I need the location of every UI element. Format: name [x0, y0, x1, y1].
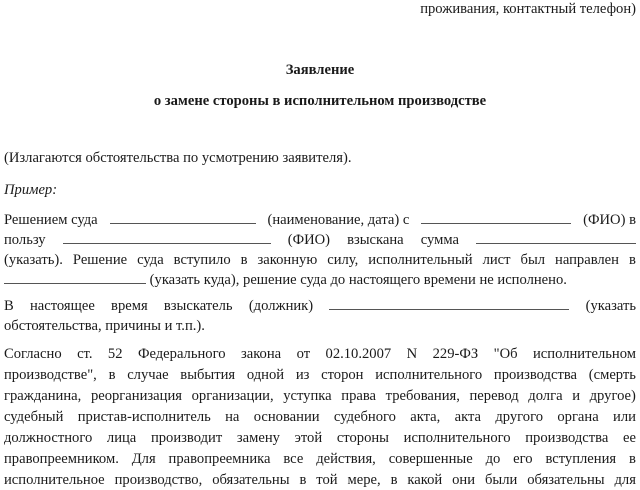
- word: какой: [407, 472, 443, 488]
- word: мере,: [347, 472, 381, 488]
- word: суда: [137, 252, 164, 268]
- word: для: [614, 472, 636, 488]
- word: исполнительного: [403, 430, 511, 446]
- word: обязательны: [212, 472, 290, 488]
- para3-line: [4, 407, 636, 427]
- word: исполнительного: [375, 367, 483, 383]
- word: "Об: [493, 346, 518, 362]
- word: они: [452, 472, 476, 488]
- word: законную: [257, 252, 318, 268]
- word: судебного: [333, 409, 396, 425]
- word: права: [341, 388, 377, 404]
- word: исполнительный: [368, 252, 473, 268]
- word: производства: [525, 430, 609, 446]
- header-address-tail: проживания, контактный телефон): [420, 1, 636, 17]
- word: судебный: [4, 409, 64, 425]
- word: в: [299, 472, 307, 488]
- destination-blank[interactable]: [4, 270, 146, 284]
- para3-line: [4, 344, 636, 364]
- word: сторон: [321, 367, 364, 383]
- word: его: [513, 451, 533, 467]
- word: производстве",: [4, 367, 97, 383]
- word: акта,: [410, 409, 441, 425]
- word: производства: [493, 367, 578, 383]
- word: акта: [454, 409, 482, 425]
- word: одной: [246, 367, 285, 383]
- word: организации,: [191, 388, 274, 404]
- para3-line: [4, 386, 636, 406]
- word: другого: [495, 409, 544, 425]
- document-title: Заявление: [285, 62, 355, 78]
- word: той: [316, 472, 338, 488]
- word: все: [283, 451, 304, 467]
- para2-line2: обстоятельства, причины и т.п.).: [4, 318, 205, 334]
- word: вступило: [173, 252, 231, 268]
- word: и: [572, 388, 580, 404]
- text: Решением суда: [4, 212, 98, 228]
- word: в: [629, 451, 636, 467]
- word: ее: [623, 430, 636, 446]
- para1-line1: [4, 210, 636, 230]
- word: должностного: [4, 430, 93, 446]
- word: из: [295, 367, 310, 383]
- word: стороны: [336, 430, 389, 446]
- para3-line: [4, 470, 636, 490]
- word: (должник): [248, 298, 314, 314]
- word: вступления: [545, 451, 617, 467]
- circumstances-blank[interactable]: [329, 296, 569, 310]
- word: органа: [557, 409, 599, 425]
- word: другое): [589, 388, 636, 404]
- word: уступка: [283, 388, 332, 404]
- word: В: [4, 298, 14, 314]
- word: лица: [106, 430, 137, 446]
- word: закона: [240, 346, 282, 362]
- debtor-name-blank[interactable]: [421, 210, 571, 224]
- text: (наименование, дата) с: [267, 212, 410, 228]
- word: в: [390, 472, 398, 488]
- word: (смерть: [588, 367, 636, 383]
- creditor-name-blank[interactable]: [63, 230, 271, 244]
- text: сумма: [420, 232, 459, 248]
- word: гражданина,: [4, 388, 82, 404]
- para3-line: [4, 449, 636, 469]
- word: замену: [236, 430, 280, 446]
- text: взыскана: [347, 232, 404, 248]
- court-blank[interactable]: [110, 210, 256, 224]
- word: правопреемника: [168, 451, 271, 467]
- word: случае: [127, 367, 169, 383]
- word: долга: [528, 388, 563, 404]
- para2-line1: [4, 296, 636, 316]
- word: до: [485, 451, 501, 467]
- word: действия,: [316, 451, 376, 467]
- example-label: Пример:: [4, 182, 58, 198]
- word: Согласно: [4, 346, 62, 362]
- sum-blank[interactable]: [476, 230, 636, 244]
- word: правопреемником.: [4, 451, 119, 467]
- word: 229-ФЗ: [432, 346, 479, 362]
- text: (ФИО): [287, 232, 331, 248]
- word: или: [613, 409, 636, 425]
- word: перевод: [469, 388, 519, 404]
- word: 02.10.2007: [325, 346, 392, 362]
- text: (ФИО) в: [583, 212, 636, 228]
- word: совершенные: [388, 451, 473, 467]
- word: время: [111, 298, 148, 314]
- word: взыскатель: [163, 298, 233, 314]
- word: этой: [294, 430, 323, 446]
- word: направлен: [555, 252, 619, 268]
- word: в: [108, 367, 116, 383]
- text: (указать куда), решение суда до настоящего времени не исполнено.: [149, 272, 567, 288]
- para3-line: [4, 428, 636, 448]
- word: требования,: [385, 388, 460, 404]
- para1-line4: [4, 270, 636, 290]
- word: Решение: [72, 252, 128, 268]
- word: производство,: [114, 472, 203, 488]
- word: был: [520, 252, 546, 268]
- word: N: [406, 346, 418, 362]
- word: обязательны: [527, 472, 605, 488]
- word: производит: [150, 430, 223, 446]
- word: в: [628, 252, 636, 268]
- word: исполнительное: [4, 472, 105, 488]
- word: ст.: [77, 346, 93, 362]
- word: реорганизация: [90, 388, 182, 404]
- word: были: [484, 472, 518, 488]
- word: пристав-исполнитель: [77, 409, 211, 425]
- word: Для: [131, 451, 156, 467]
- instruction-text: (Излагаются обстоятельства по усмотрению заявителя).: [4, 150, 352, 166]
- para1-line3: [4, 250, 636, 270]
- text: пользу: [4, 232, 46, 248]
- word: Федерального: [137, 346, 226, 362]
- word: (указать).: [4, 252, 63, 268]
- para1-line2: [4, 230, 636, 250]
- word: выбытия: [180, 367, 236, 383]
- para3-line: [4, 365, 636, 385]
- word: лист: [482, 252, 511, 268]
- word: от: [296, 346, 311, 362]
- word: (указать: [585, 298, 636, 314]
- word: настоящее: [29, 298, 95, 314]
- word: на: [225, 409, 240, 425]
- word: в: [240, 252, 248, 268]
- word: исполнительном: [533, 346, 636, 362]
- word: основании: [253, 409, 320, 425]
- document-subtitle: о замене стороны в исполнительном производстве: [153, 93, 487, 109]
- word: 52: [107, 346, 123, 362]
- word: силу,: [327, 252, 359, 268]
